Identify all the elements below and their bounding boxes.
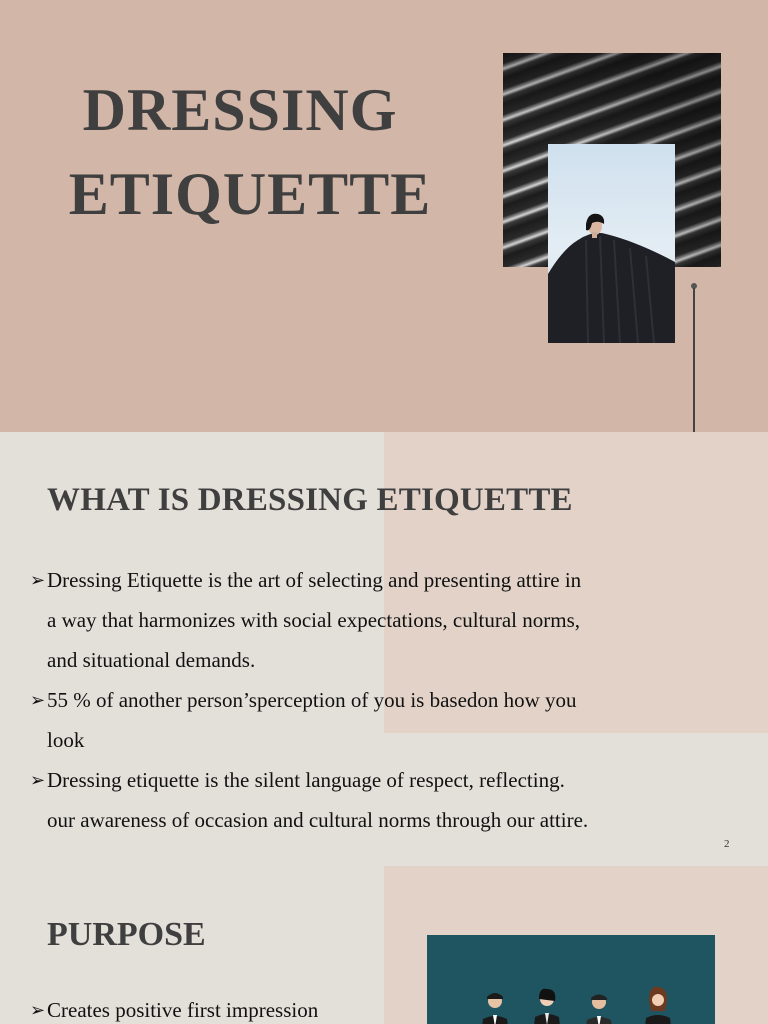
arrow-bullet-icon: ➢ bbox=[30, 770, 46, 790]
title-line-1: DRESSING bbox=[82, 77, 398, 143]
bullet-item bbox=[30, 680, 650, 760]
what-is-slide bbox=[0, 432, 768, 866]
business-people-illustration bbox=[427, 935, 715, 1024]
bullet-item bbox=[30, 560, 650, 680]
bullet-line: a way that harmonizes with social expectations, cultural norms, bbox=[47, 608, 581, 632]
slide-heading: WHAT IS DRESSING ETIQUETTE bbox=[47, 482, 573, 518]
bullet-item bbox=[30, 760, 650, 840]
title-line-2: ETIQUETTE bbox=[68, 161, 432, 227]
business-people-icon bbox=[427, 935, 715, 1024]
purpose-slide bbox=[0, 866, 768, 1024]
bullet-line: Dressing Etiquette is the art of selecting and presenting attire in bbox=[47, 568, 582, 592]
bullet-line: 55 % of another person’sperception of you is basedon how you bbox=[47, 688, 577, 712]
woman-figure-icon bbox=[548, 144, 675, 343]
decorative-line bbox=[693, 288, 695, 432]
bullet-line: look bbox=[47, 728, 85, 752]
title-slide bbox=[0, 0, 768, 432]
arrow-bullet-icon: ➢ bbox=[30, 690, 46, 710]
page-number: 2 bbox=[724, 838, 730, 850]
bullet-line: Creates positive first impression bbox=[47, 998, 319, 1022]
arrow-bullet-icon: ➢ bbox=[30, 570, 46, 590]
arrow-bullet-icon: ➢ bbox=[30, 1000, 46, 1020]
slide-heading: PURPOSE bbox=[47, 916, 206, 953]
bullet-line: and situational demands. bbox=[47, 648, 256, 672]
bullet-line: Dressing etiquette is the silent language of respect, reflecting. bbox=[47, 768, 565, 792]
woman-in-black-dress-photo bbox=[548, 144, 675, 343]
bullet-line: our awareness of occasion and cultural norms through our attire. bbox=[47, 808, 589, 832]
bullet-list bbox=[30, 560, 650, 840]
